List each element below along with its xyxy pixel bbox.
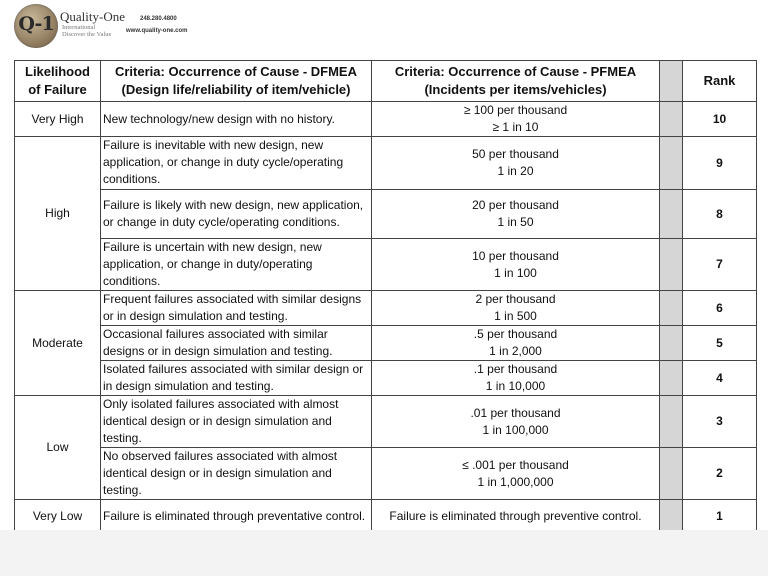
likelihood-moderate: Moderate	[15, 291, 101, 396]
gray-spacer	[660, 361, 683, 396]
rank-value: 9	[683, 137, 757, 190]
dfmea-criteria: Frequent failures associated with similar designs or in design simulation and testing.	[101, 291, 372, 326]
website: www.quality-one.com	[126, 28, 188, 34]
gray-spacer	[660, 190, 683, 239]
dfmea-criteria: No observed failures associated with almost identical design or in design simulation and testing.	[101, 448, 372, 500]
pfmea-header: Criteria: Occurrence of Cause - PFMEA (Incidents per items/vehicles)	[372, 61, 660, 102]
rank-value: 2	[683, 448, 757, 500]
table-row	[15, 448, 757, 500]
gray-spacer	[660, 137, 683, 190]
dfmea-criteria: Failure is uncertain with new design, new application, or change in duty/operating conditions.	[101, 239, 372, 291]
dfmea-criteria: Only isolated failures associated with almost identical design or in design simulation and testing.	[101, 396, 372, 448]
table-row	[15, 291, 757, 326]
company-logo	[14, 4, 58, 48]
rank-value: 3	[683, 396, 757, 448]
table-row	[15, 326, 757, 361]
pfmea-criteria: .5 per thousand 1 in 2,000	[372, 326, 660, 361]
rank-value: 5	[683, 326, 757, 361]
table-row	[15, 361, 757, 396]
pfmea-criteria: ≤ .001 per thousand 1 in 1,000,000	[372, 448, 660, 500]
rank-value: 1	[683, 500, 757, 534]
gray-spacer	[660, 326, 683, 361]
rank-value: 4	[683, 361, 757, 396]
likelihood-low: Low	[15, 396, 101, 500]
pfmea-criteria: 10 per thousand 1 in 100	[372, 239, 660, 291]
gray-spacer	[660, 448, 683, 500]
pfmea-criteria: ≥ 100 per thousand ≥ 1 in 10	[372, 102, 660, 137]
pfmea-criteria: 20 per thousand 1 in 50	[372, 190, 660, 239]
phone-number: 248.280.4800	[140, 16, 177, 22]
pfmea-criteria: .01 per thousand 1 in 100,000	[372, 396, 660, 448]
dfmea-criteria: Isolated failures associated with similar design or in design simulation and testing.	[101, 361, 372, 396]
gray-spacer	[660, 500, 683, 534]
gray-spacer	[660, 102, 683, 137]
brand-tagline-2: Discover the Value	[62, 31, 112, 38]
rank-value: 8	[683, 190, 757, 239]
dfmea-criteria: Failure is inevitable with new design, new application, or change in duty cycle/operating conditions.	[101, 137, 372, 190]
brand-name: Quality-One	[60, 9, 125, 24]
likelihood-very-low: Very Low	[15, 500, 101, 534]
likelihood-header: Likelihood of Failure	[15, 61, 101, 102]
company-header	[0, 0, 768, 55]
pfmea-criteria: 50 per thousand 1 in 20	[372, 137, 660, 190]
table-row	[15, 239, 757, 291]
logo-mark: Q-1	[18, 13, 54, 35]
dfmea-criteria: New technology/new design with no history.	[101, 102, 372, 137]
table-row	[15, 500, 757, 534]
pfmea-criteria: .1 per thousand 1 in 10,000	[372, 361, 660, 396]
likelihood-very-high: Very High	[15, 102, 101, 137]
dfmea-criteria: Failure is eliminated through preventative control.	[101, 500, 372, 534]
rank-header: Rank	[683, 61, 757, 102]
gray-spacer-header	[660, 61, 683, 102]
table-row	[15, 396, 757, 448]
dfmea-header: Criteria: Occurrence of Cause - DFMEA (Design life/reliability of item/vehicle)	[101, 61, 372, 102]
rank-value: 7	[683, 239, 757, 291]
gray-spacer	[660, 239, 683, 291]
table-row	[15, 102, 757, 137]
table-row	[15, 190, 757, 239]
brand-tagline	[62, 24, 111, 38]
pfmea-criteria: Failure is eliminated through preventive control.	[372, 500, 660, 534]
rank-value: 10	[683, 102, 757, 137]
pfmea-criteria: 2 per thousand 1 in 500	[372, 291, 660, 326]
dfmea-criteria: Occasional failures associated with similar designs or in design simulation and testing.	[101, 326, 372, 361]
table-row	[15, 137, 757, 190]
rank-value: 6	[683, 291, 757, 326]
brand-tagline-1: International	[62, 24, 96, 31]
dfmea-criteria: Failure is likely with new design, new application, or change in duty cycle/operating conditions.	[101, 190, 372, 239]
occurrence-rating-table	[14, 60, 757, 534]
gray-spacer	[660, 291, 683, 326]
table-header-row	[15, 61, 757, 102]
gray-spacer	[660, 396, 683, 448]
likelihood-high: High	[15, 137, 101, 291]
footer-band	[0, 530, 768, 576]
